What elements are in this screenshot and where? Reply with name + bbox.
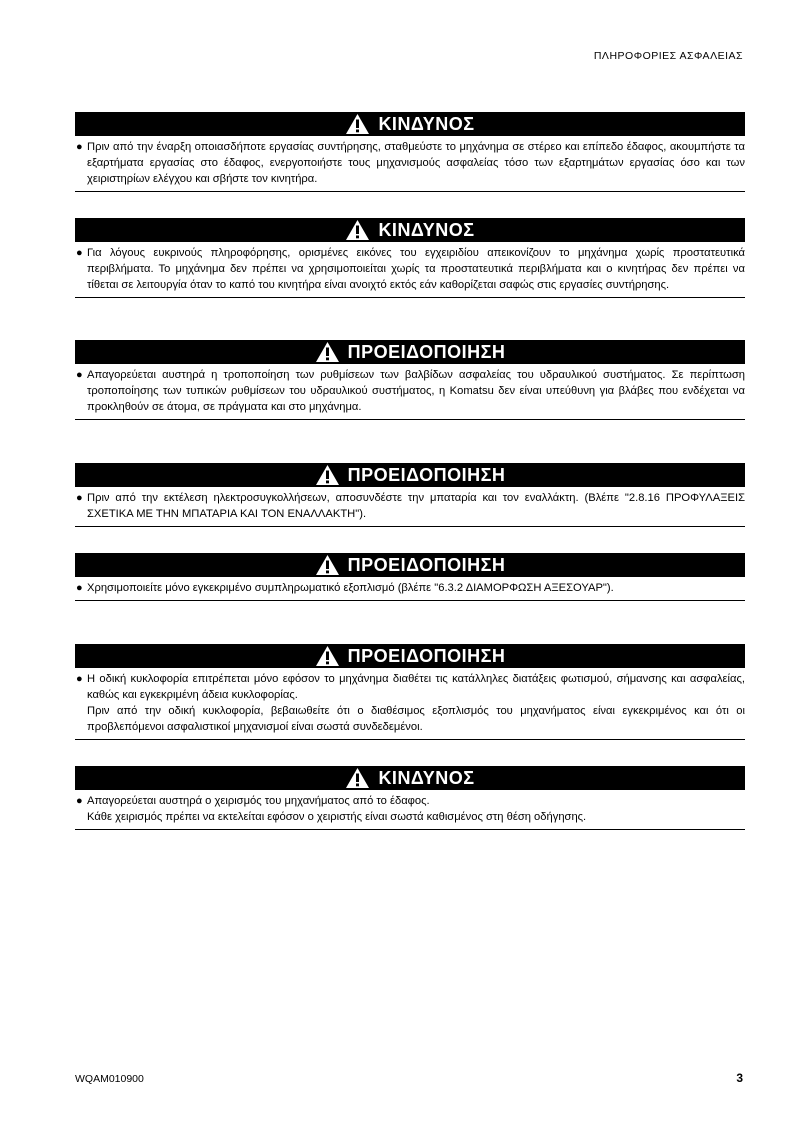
bullet-icon: ● bbox=[76, 582, 83, 594]
notice-body bbox=[75, 242, 745, 298]
warning-triangle-icon bbox=[345, 767, 370, 789]
notice-text: Απαγορεύεται αυστηρά η τροποποίηση των ρυθμίσεων των βαλβίδων ασφαλείας του υδραυλικού συστήματος. Σε περίπτωση τροποποίησης των τυπικών ρυθμίσεων του υδραυλικού συστήματος, η Komatsu δεν είναι υπεύθυνη για βλάβες που ενδέχεται να προκληθούν σε άτομα, σε πράγματα και στο μηχάνημα. bbox=[87, 369, 745, 413]
notice-label: ΠΡΟΕΙΔΟΠΟΙΗΣΗ bbox=[347, 341, 506, 362]
warning-triangle-icon bbox=[315, 341, 340, 363]
safety-notice-1 bbox=[75, 112, 745, 192]
notice-text: Πριν από την εκτέλεση ηλεκτροσυγκολλήσεων, αποσυνδέστε την μπαταρία και τον εναλλάκτη. (Βλέπε "2.8.16 ΠΡΟΦΥΛΑΞΕΙΣ ΣΧΕΤΙΚΑ ΜΕ ΤΗΝ ΜΠΑΤΑΡΙΑ ΚΑΙ ΤΟΝ ΕΝΑΛΛΑΚΤΗ"). bbox=[87, 492, 745, 520]
notice-body bbox=[75, 487, 745, 527]
notice-banner bbox=[75, 340, 745, 364]
notice-text: Πριν από την οδική κυκλοφορία, βεβαιωθείτε ότι ο διαθέσιμος εξοπλισμός του μηχανήματος είναι εγκεκριμένος και ότι οι προβλεπόμενοι ασφαλιστικοί μηχανισμοί είναι σωστά συνδεδεμένοι. bbox=[87, 705, 745, 733]
notice-body bbox=[75, 136, 745, 192]
notice-item bbox=[75, 139, 745, 187]
notice-text: Η οδική κυκλοφορία επιτρέπεται μόνο εφόσον το μηχάνημα διαθέτει τις κατάλληλες διατάξεις φωτισμού, σήμανσης και ασφαλείας, καθώς και εγκεκριμένη άδεια κυκλοφορίας. bbox=[87, 673, 745, 701]
notice-text: Χρησιμοποιείτε μόνο εγκεκριμένο συμπληρωματικό εξοπλισμό (βλέπε "6.3.2 ΔΙΑΜΟΡΦΩΣΗ ΑΞΕΣΟΥΑΡ"). bbox=[87, 582, 614, 594]
warning-triangle-icon bbox=[315, 464, 340, 486]
bullet-icon: ● bbox=[76, 369, 83, 381]
notice-banner bbox=[75, 112, 745, 136]
notice-item bbox=[75, 793, 745, 825]
notice-label: ΚΙΝΔΥΝΟΣ bbox=[378, 219, 475, 240]
notice-banner bbox=[75, 766, 745, 790]
bullet-icon: ● bbox=[76, 492, 83, 504]
notice-banner bbox=[75, 553, 745, 577]
notice-item bbox=[75, 580, 745, 596]
notice-body bbox=[75, 364, 745, 420]
safety-notice-6 bbox=[75, 644, 745, 740]
bullet-icon: ● bbox=[76, 141, 83, 153]
warning-triangle-icon bbox=[345, 113, 370, 135]
notice-label: ΠΡΟΕΙΔΟΠΟΙΗΣΗ bbox=[347, 645, 506, 666]
notice-label: ΠΡΟΕΙΔΟΠΟΙΗΣΗ bbox=[347, 554, 506, 575]
safety-notice-3 bbox=[75, 340, 745, 420]
notice-body bbox=[75, 668, 745, 740]
document-code: WQAM010900 bbox=[75, 1073, 144, 1085]
notice-body bbox=[75, 577, 745, 601]
notice-text: Πριν από την έναρξη οποιασδήποτε εργασίας συντήρησης, σταθμεύστε το μηχάνημα σε στέρεο και επίπεδο έδαφος, ακουμπήστε τα εξαρτήματα εργασίας στο έδαφος, ενεργοποιήστε τους μηχανισμούς ασφαλείας τόσο των εξαρτημάτων εργασίας όσο και των χειριστηρίων ελέγχου και σβήστε τον κινητήρα. bbox=[87, 141, 745, 185]
notice-label: ΚΙΝΔΥΝΟΣ bbox=[378, 113, 475, 134]
safety-notice-2 bbox=[75, 218, 745, 298]
bullet-icon: ● bbox=[76, 247, 83, 259]
warning-triangle-icon bbox=[345, 219, 370, 241]
page-header-title: ΠΛΗΡΟΦΟΡΙΕΣ ΑΣΦΑΛΕΙΑΣ bbox=[593, 50, 743, 62]
notice-banner bbox=[75, 218, 745, 242]
notice-text: Απαγορεύεται αυστηρά ο χειρισμός του μηχανήματος από το έδαφος. bbox=[87, 795, 430, 807]
notice-item bbox=[75, 245, 745, 293]
notice-text: Κάθε χειρισμός πρέπει να εκτελείται εφόσον ο χειριστής είναι σωστά καθισμένος στη θέση οδήγησης. bbox=[87, 811, 587, 823]
notice-label: ΚΙΝΔΥΝΟΣ bbox=[378, 767, 475, 788]
notice-banner bbox=[75, 463, 745, 487]
warning-triangle-icon bbox=[315, 554, 340, 576]
safety-notice-4 bbox=[75, 463, 745, 527]
notice-body bbox=[75, 790, 745, 830]
notice-item bbox=[75, 490, 745, 522]
bullet-icon: ● bbox=[76, 673, 83, 685]
safety-notice-5 bbox=[75, 553, 745, 601]
notice-text: Για λόγους ευκρινούς πληροφόρησης, ορισμένες εικόνες του εγχειριδίου απεικονίζουν το μηχάνημα χωρίς προστατευτικά περιβλήματα. Το μηχάνημα δεν πρέπει να χρησιμοποιείται χωρίς τα προστατευτικά περιβλήματα και ο κινητήρας δεν πρέπει να τίθεται σε λειτουργία όταν το καπό του κινητήρα είναι ανοιχτό εκτός εάν καθορίζεται σαφώς στις εργασίες συντήρησης. bbox=[87, 247, 745, 291]
notice-item bbox=[75, 671, 745, 735]
safety-notice-7 bbox=[75, 766, 745, 830]
notice-item bbox=[75, 367, 745, 415]
bullet-icon: ● bbox=[76, 795, 83, 807]
notice-banner bbox=[75, 644, 745, 668]
notice-label: ΠΡΟΕΙΔΟΠΟΙΗΣΗ bbox=[347, 464, 506, 485]
warning-triangle-icon bbox=[315, 645, 340, 667]
page-number: 3 bbox=[736, 1071, 743, 1085]
